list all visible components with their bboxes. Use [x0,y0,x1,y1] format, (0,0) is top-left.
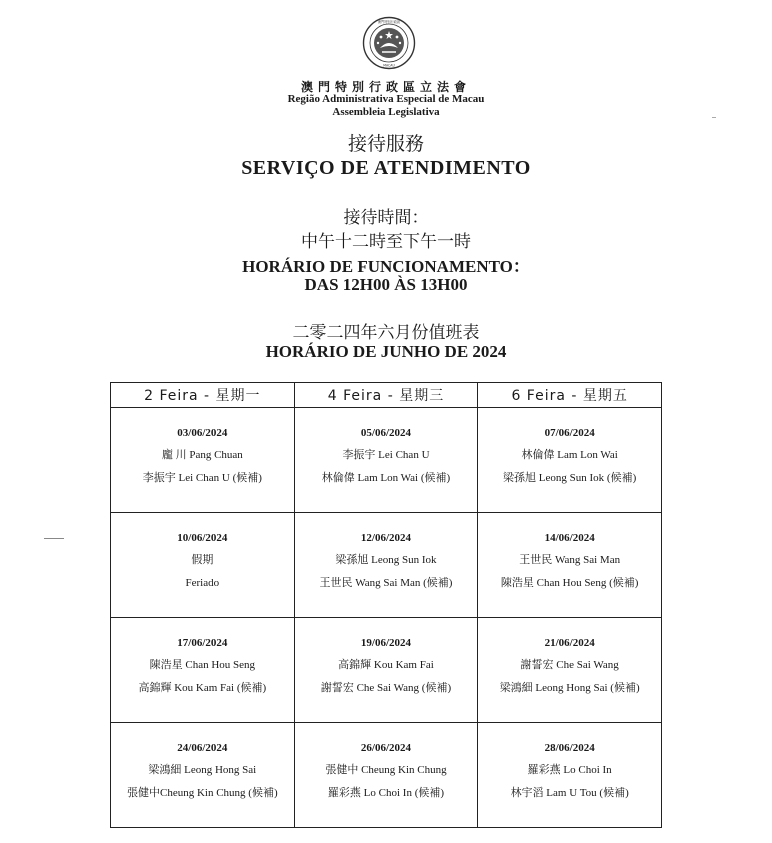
column-header-friday: 6 Feira - 星期五 [478,383,662,408]
duty-cell [478,408,662,513]
hours-value-chinese: 中午十二時至下午一時 [301,232,471,252]
duty-date: 19/06/2024 [360,637,412,649]
duty-cell [111,618,295,723]
duty-cell [111,513,295,618]
table-row [111,723,662,828]
duty-roster-table [110,382,662,828]
duty-member: 梁孫旭 Leong Sun Iok [335,554,437,566]
table-header-row [111,383,662,408]
duty-cell [478,723,662,828]
column-header-wednesday: 4 Feira - 星期三 [294,383,478,408]
duty-cell [478,513,662,618]
duty-cell [294,618,478,723]
svg-text:澳門特別行政區: 澳門特別行政區 [377,19,401,24]
duty-substitute: 林倫偉 Lam Lon Wai (候補) [321,472,451,484]
duty-date: 10/06/2024 [177,532,228,544]
duty-date: 26/06/2024 [360,742,412,754]
duty-substitute: 羅彩燕 Lo Choi In (候補) [327,787,445,799]
duty-substitute: 陳浩星 Chan Hou Seng (候補) [500,577,639,589]
duty-date: 17/06/2024 [177,637,228,649]
duty-date: 12/06/2024 [360,532,412,544]
duty-substitute: 張健中Cheung Kin Chung (候補) [127,787,278,799]
duty-member: 李振宇 Lei Chan U [342,449,430,461]
schedule-title-chinese: 二零二四年六月份值班表 [292,323,480,343]
duty-member: 林倫偉 Lam Lon Wai [521,449,618,461]
svg-text:MACAU: MACAU [383,63,395,68]
margin-mark [44,538,64,539]
duty-substitute: 王世民 Wang Sai Man (候補) [319,577,453,589]
duty-member: 高錦輝 Kou Kam Fai [338,659,434,671]
duty-member: 梁鴻細 Leong Hong Sai [148,764,257,776]
duty-member: 龐 川 Pang Chuan [161,449,243,461]
duty-substitute: 李振宇 Lei Chan U (候補) [142,472,262,484]
org-name-chinese: 澳門特別行政區立法會 [300,80,471,94]
macau-emblem [362,16,416,70]
duty-date: 28/06/2024 [544,742,595,754]
duty-cell [111,723,295,828]
duty-substitute: 梁孫旭 Leong Sun Iok (候補) [503,472,637,484]
duty-member: 羅彩燕 Lo Choi In [527,764,612,776]
hours-label-portuguese: HORÁRIO DE FUNCIONAMENTO： [242,257,530,276]
service-title-chinese: 接待服務 [347,133,424,155]
duty-date: 21/06/2024 [544,637,595,649]
duty-cell [294,513,478,618]
duty-substitute: 梁鴻細 Leong Hong Sai (候補) [499,682,640,694]
schedule-title-portuguese: HORÁRIO DE JUNHO DE 2024 [265,342,507,361]
hours-label-chinese: 接待時間： [343,208,429,228]
service-title-portuguese: SERVIÇO DE ATENDIMENTO [241,157,531,179]
duty-date: 05/06/2024 [360,427,412,439]
duty-cell [111,408,295,513]
column-header-monday: 2 Feira - 星期一 [111,383,295,408]
duty-member: 謝誓宏 Che Sai Wang [520,659,619,671]
duty-member: 陳浩星 Chan Hou Seng [149,659,256,671]
margin-mark [712,117,716,118]
duty-date: 14/06/2024 [544,532,595,544]
duty-cell [294,408,478,513]
org-assembly-name: Assembleia Legislativa [332,106,440,118]
hours-value-portuguese: DAS 12H00 ÀS 13H00 [304,275,468,294]
table-row [111,408,662,513]
duty-member: 假期 [191,554,214,566]
duty-cell [478,618,662,723]
duty-member: 王世民 Wang Sai Man [519,554,621,566]
duty-substitute: 林宇滔 Lam U Tou (候補) [510,787,629,799]
duty-substitute: 謝誓宏 Che Sai Wang (候補) [320,682,452,694]
duty-date: 07/06/2024 [544,427,595,439]
table-row [111,618,662,723]
duty-substitute: Feriado [185,577,220,589]
org-name-portuguese: Região Administrativa Especial de Macau [287,93,485,105]
duty-member: 張健中 Cheung Kin Chung [325,764,447,776]
duty-substitute: 高錦輝 Kou Kam Fai (候補) [138,682,267,694]
table-row [111,513,662,618]
duty-date: 03/06/2024 [177,427,228,439]
duty-date: 24/06/2024 [177,742,228,754]
duty-cell [294,723,478,828]
